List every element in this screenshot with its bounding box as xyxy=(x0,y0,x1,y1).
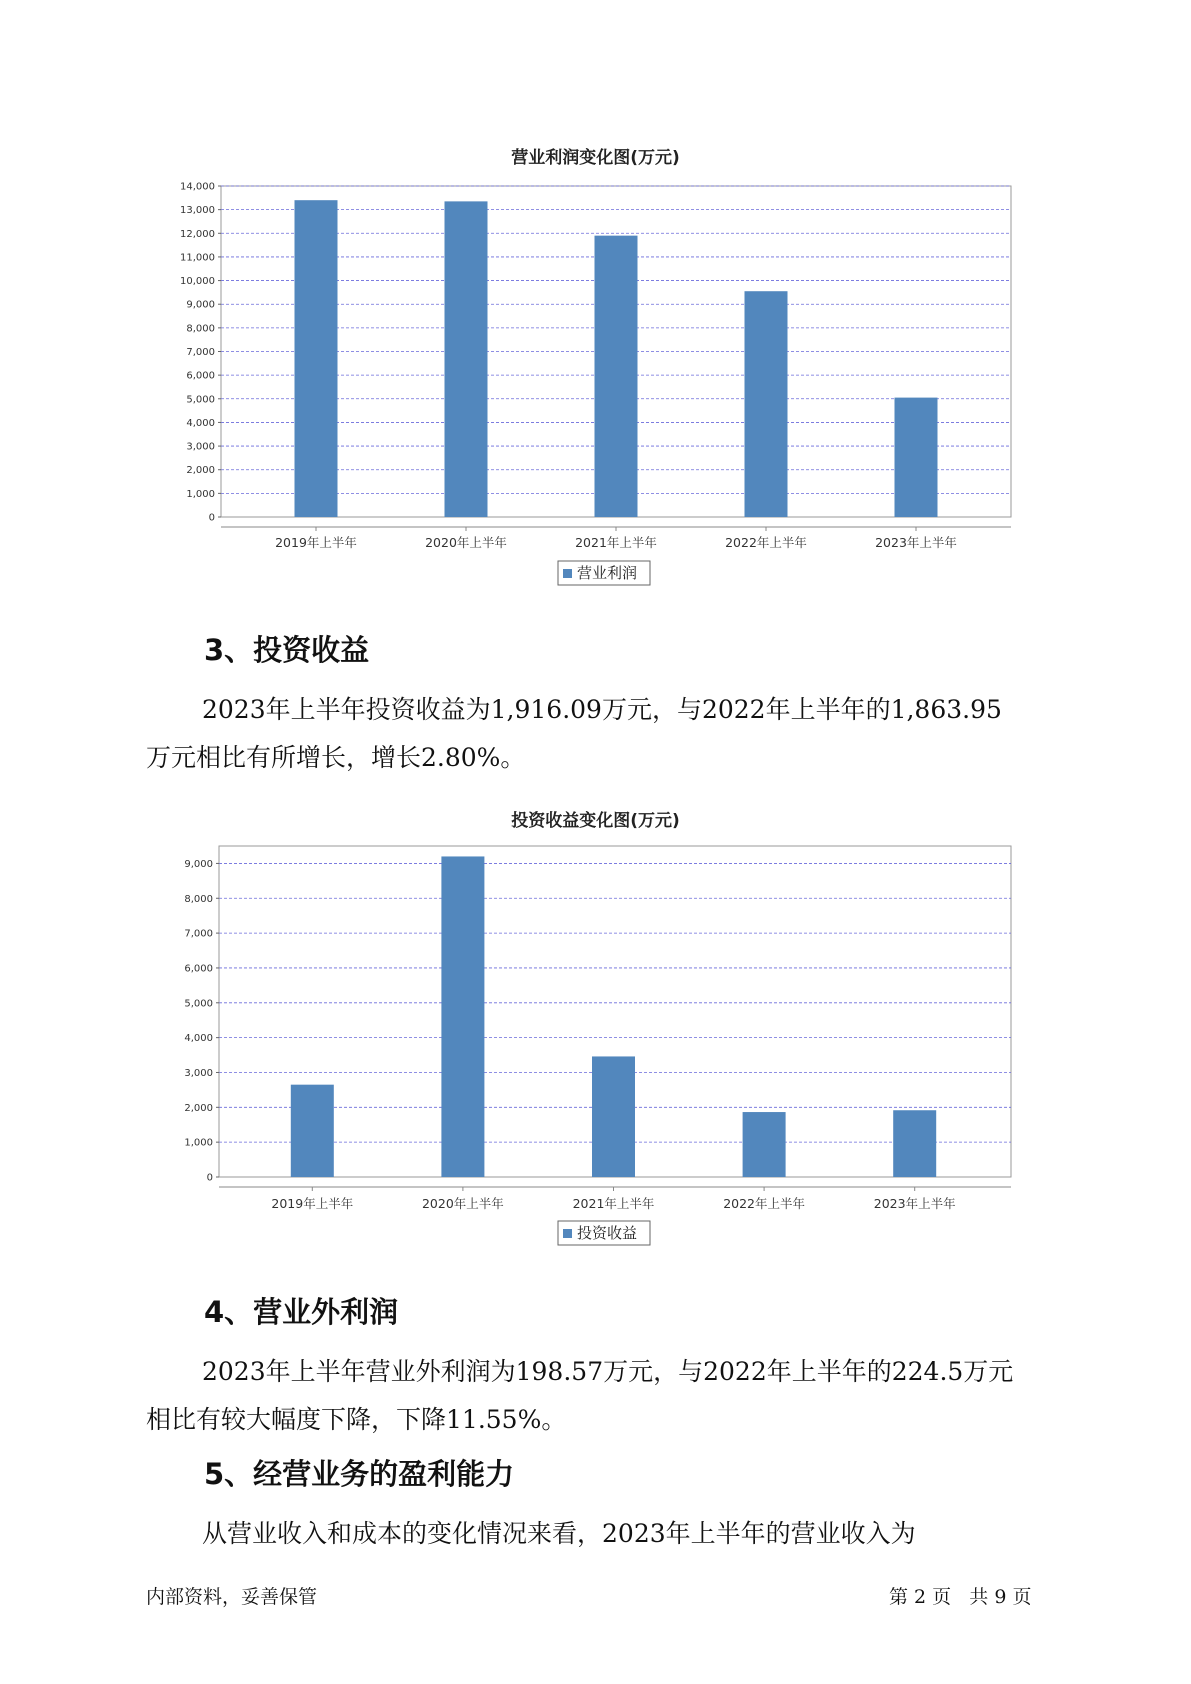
paragraph-non-operating-line2: 相比有较大幅度下降，下降11.55%。 xyxy=(146,1405,567,1434)
y-tick-label: 3,000 xyxy=(184,1067,213,1079)
x-tick-label: 2021年上半年 xyxy=(572,1196,655,1211)
y-tick-label: 10,000 xyxy=(180,276,215,288)
y-tick-label: 8,000 xyxy=(186,323,215,335)
y-tick-label: 1,000 xyxy=(184,1137,213,1149)
y-tick-label: 2,000 xyxy=(186,465,215,477)
y-tick-label: 1,000 xyxy=(186,488,215,500)
section-heading-non-operating-profit: 4、营业外利润 xyxy=(204,1295,399,1329)
y-tick-label: 8,000 xyxy=(184,893,213,905)
x-tick-label: 2022年上半年 xyxy=(723,1196,806,1211)
bar xyxy=(893,1110,936,1177)
y-tick-label: 3,000 xyxy=(186,441,215,453)
y-tick-label: 0 xyxy=(208,512,215,524)
y-tick-label: 7,000 xyxy=(186,347,215,358)
x-tick-label: 2020年上半年 xyxy=(421,1196,504,1211)
y-tick-label: 5,000 xyxy=(184,998,213,1010)
bar xyxy=(743,1112,786,1177)
y-tick-label: 6,000 xyxy=(184,963,213,975)
bar xyxy=(441,856,484,1177)
x-tick-label: 2023年上半年 xyxy=(873,1196,956,1211)
investment-income-chart xyxy=(0,828,1191,1258)
legend-label: 投资收益 xyxy=(577,1224,638,1242)
y-tick-label: 5,000 xyxy=(186,394,215,406)
bar xyxy=(295,200,338,517)
y-tick-label: 4,000 xyxy=(184,1033,213,1045)
x-tick-label: 2019年上半年 xyxy=(275,535,357,550)
operating-profit-chart-title: 营业利润变化图(万元) xyxy=(511,148,680,168)
section-heading-profitability: 5、经营业务的盈利能力 xyxy=(204,1457,515,1491)
y-tick-label: 0 xyxy=(206,1172,213,1184)
footer-confidential-note: 内部资料，妥善保管 xyxy=(146,1586,318,1608)
bar xyxy=(445,201,488,517)
operating-profit-chart xyxy=(0,165,1191,595)
y-tick-label: 14,000 xyxy=(180,181,215,193)
legend-label: 营业利润 xyxy=(577,564,638,582)
y-tick-label: 9,000 xyxy=(186,299,215,311)
x-tick-label: 2019年上半年 xyxy=(271,1196,354,1211)
y-tick-label: 7,000 xyxy=(184,928,213,940)
y-tick-label: 6,000 xyxy=(186,370,215,382)
bar xyxy=(745,291,788,517)
y-tick-label: 2,000 xyxy=(184,1102,213,1114)
bar xyxy=(592,1056,635,1177)
y-tick-label: 9,000 xyxy=(184,858,213,870)
x-tick-label: 2022年上半年 xyxy=(725,535,807,550)
bar xyxy=(595,236,638,517)
footer-page-number: 第 2 页 共 9 页 xyxy=(889,1586,1032,1608)
x-tick-label: 2021年上半年 xyxy=(575,535,657,550)
paragraph-investment-line2: 万元相比有所增长，增长2.80%。 xyxy=(146,743,526,772)
legend-swatch xyxy=(563,1229,572,1238)
section-heading-investment-income: 3、投资收益 xyxy=(204,633,370,667)
bar xyxy=(291,1085,334,1177)
y-tick-label: 13,000 xyxy=(180,205,215,217)
legend-swatch xyxy=(563,569,572,578)
paragraph-non-operating-line1: 2023年上半年营业外利润为198.57万元，与2022年上半年的224.5万元 xyxy=(202,1357,1014,1386)
paragraph-investment-line1: 2023年上半年投资收益为1,916.09万元，与2022年上半年的1,863.95 xyxy=(202,695,1002,724)
y-tick-label: 4,000 xyxy=(186,417,215,429)
investment-income-chart-title: 投资收益变化图(万元) xyxy=(511,811,680,831)
y-tick-label: 11,000 xyxy=(180,252,215,264)
paragraph-profitability-line1: 从营业收入和成本的变化情况来看，2023年上半年的营业收入为 xyxy=(202,1519,916,1548)
bar xyxy=(895,398,938,517)
x-tick-label: 2023年上半年 xyxy=(875,535,957,550)
x-tick-label: 2020年上半年 xyxy=(425,535,507,550)
y-tick-label: 12,000 xyxy=(180,228,215,240)
